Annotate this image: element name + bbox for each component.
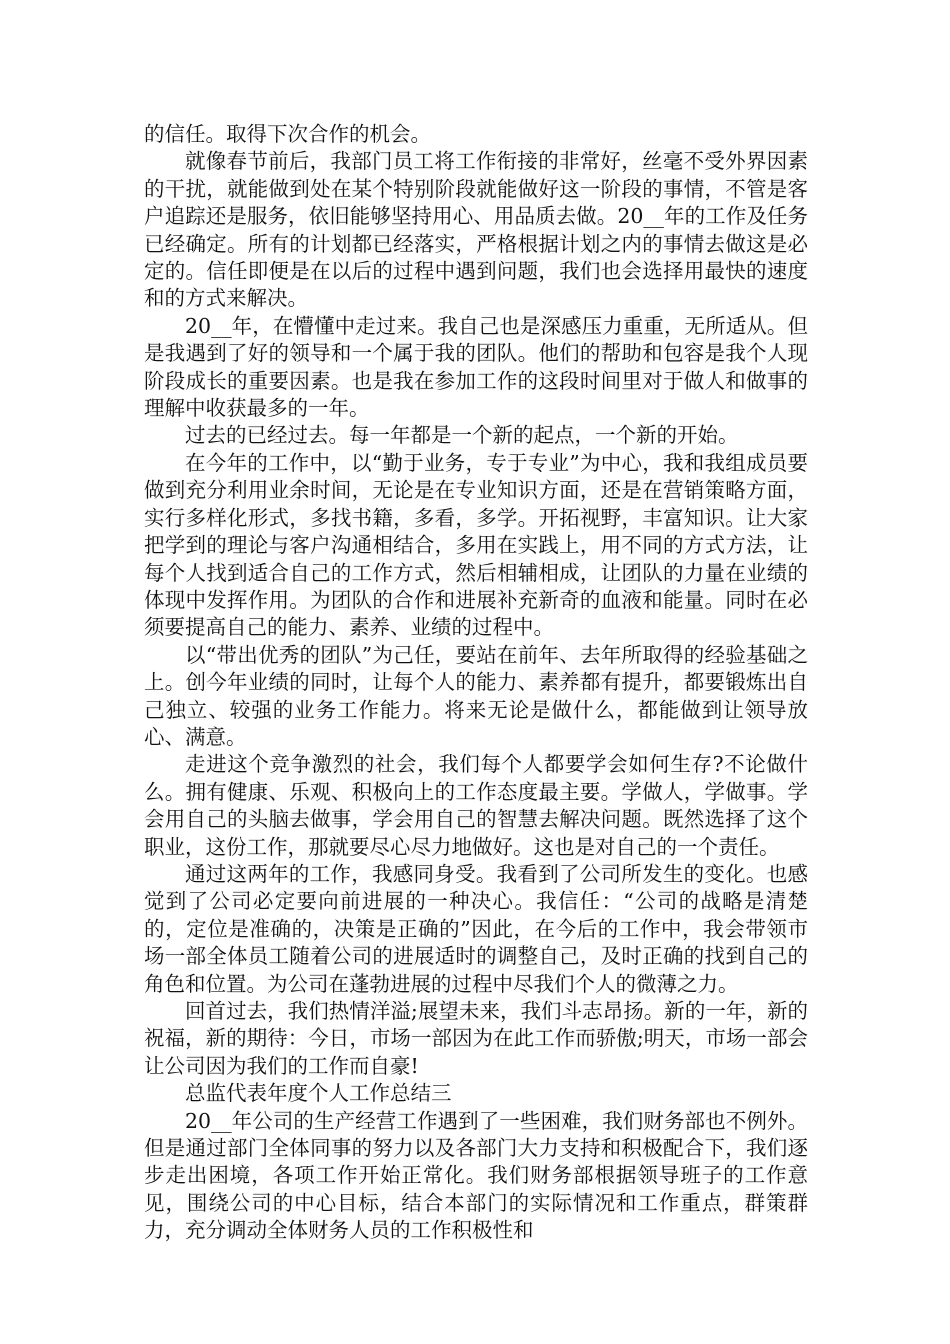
paragraph: 20__年，在懵懂中走过来。我自己也是深感压力重重，无所适从。但是我遇到了好的领导和一个属于我的团队。他们的帮助和包容是我个人现阶段成长的重要因素。也是我在参加工作的这段时间里对于做人和做事的理解中收获最多的一年。: [144, 313, 808, 421]
paragraph: 20__年公司的生产经营工作遇到了一些困难，我们财务部也不例外。但是通过部门全体同事的努力以及各部门大力支持和积极配合下，我们逐步走出困境，各项工作开始正常化。我们财务部根据领导班子的工作意见，围绕公司的中心目标，结合本部门的实际情况和工作重点，群策群力，充分调动全体财务人员的工作积极性和: [144, 1108, 808, 1243]
paragraph: 过去的已经过去。每一年都是一个新的起点，一个新的开始。: [185, 423, 739, 448]
document-body: [144, 121, 808, 1245]
paragraph: 就像春节前后，我部门员工将工作衔接的非常好，丝毫不受外界因素的干扰，就能做到处在某个特别阶段就能做好这一阶段的事情，不管是客户追踪还是服务，依旧能够坚持用心、用品质去做。20__年的工作及任务已经确定。所有的计划都已经落实，严格根据计划之内的事情去做这是必定的。信任即便是在以后的过程中遇到问题，我们也会选择用最快的速度和的方式来解决。: [144, 149, 808, 311]
paragraph: 以“带出优秀的团队”为己任，要站在前年、去年所取得的经验基础之上。创今年业绩的同时，让每个人的能力、素养都有提升，都要锻炼出自己独立、较强的业务工作能力。将来无论是做什么，都能做到让领导放心、满意。: [144, 642, 808, 749]
paragraph: 在今年的工作中，以“勤于业务，专于专业”为中心，我和我组成员要做到充分利用业余时间，无论是在专业知识方面，还是在营销策略方面，实行多样化形式，多找书籍，多看，多学。开拓视野，丰富知识。让大家把学到的理论与客户沟通相结合，多用在实践上，用不同的方式方法，让每个人找到适合自己的工作方式，然后相辅相成，让团队的力量在业绩的体现中发挥作用。为团队的合作和进展补充新奇的血液和能量。同时在必须要提高自己的能力、素养、业绩的过程中。: [144, 450, 808, 640]
paragraph-continuation: 的信任。取得下次合作的机会。: [144, 122, 431, 146]
section-heading: 总监代表年度个人工作总结三: [185, 1081, 452, 1106]
paragraph: 通过这两年的工作，我感同身受。我看到了公司所发生的变化。也感觉到了公司必定要向前进展的一种决心。我信任：“公司的战略是清楚的，定位是准确的，决策是正确的”因此，在今后的工作中，我会带领市场一部全体员工随着公司的进展适时的调整自己，及时正确的找到自己的角色和位置。为公司在蓬勃进展的过程中尽我们个人的微薄之力。: [144, 861, 808, 996]
paragraph: 回首过去，我们热情洋溢;展望未来，我们斗志昂扬。新的一年，新的祝福，新的期待：今日，市场一部因为在此工作而骄傲;明天，市场一部会让公司因为我们的工作而自豪!: [144, 999, 808, 1078]
paragraph: 走进这个竞争激烈的社会，我们每个人都要学会如何生存?不论做什么。拥有健康、乐观、积极向上的工作态度最主要。学做人，学做事。学会用自己的头脑去做事，学会用自己的智慧去解决问题。既然选择了这个职业，这份工作，那就要尽心尽力地做好。这也是对自己的一个责任。: [144, 752, 808, 859]
